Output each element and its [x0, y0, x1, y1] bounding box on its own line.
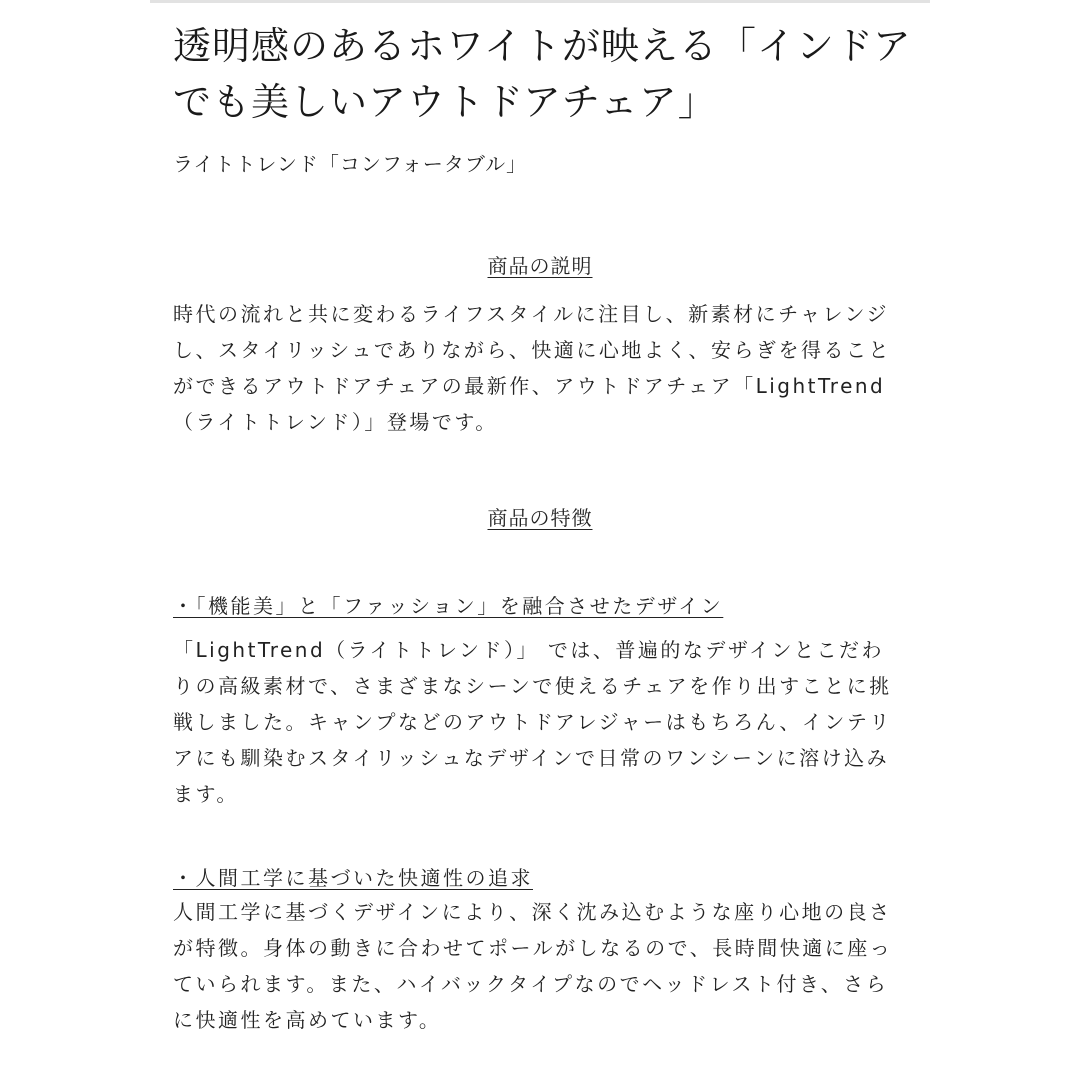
top-divider: [150, 0, 930, 3]
feature-body: 人間工学に基づくデザインにより、深く沈み込むような座り心地の良さが特徴。身体の動きに合わせてポールがしなるので、長時間快適に座っていられます。また、ハイバックタイプなのでヘッドレスト付き、さらに快適性を高めています。: [173, 900, 893, 1032]
features-heading: 商品の特徴: [487, 506, 593, 530]
product-subtitle: ライトトレンド「コンフォータブル」: [173, 152, 528, 176]
product-title: 透明感のあるホワイトが映える「インドアでも美しいアウトドアチェア」: [173, 24, 912, 124]
feature-heading: ・人間工学に基づいた快適性の追求: [173, 866, 533, 890]
feature-body: 「LightTrend（ライトトレンド）」 では、普遍的なデザインとこだわりの高級素材で、さまざまなシーンで使えるチェアを作り出すことに挑戦しました。キャンプなどのアウトドアレジャーはもちろん、インテリアにも馴染むスタイリッシュなデザインで日常のワンシーンに溶け込みます。: [173, 638, 892, 806]
product-description-content: [173, 18, 913, 1038]
feature-heading: ・「機能美」と「ファッション」を融合させたデザイン: [173, 594, 724, 618]
feature-item: [173, 534, 913, 812]
feature-item: [173, 812, 913, 1038]
description-heading: 商品の説明: [487, 254, 593, 278]
description-body: 時代の流れと共に変わるライフスタイルに注目し、新素材にチャレンジし、スタイリッシュでありながら、快適に心地よく、安らぎを得ることができるアウトドアチェアの最新作、アウトドアチェア「LightTrend（ライトトレンド）」登場です。: [173, 302, 891, 434]
